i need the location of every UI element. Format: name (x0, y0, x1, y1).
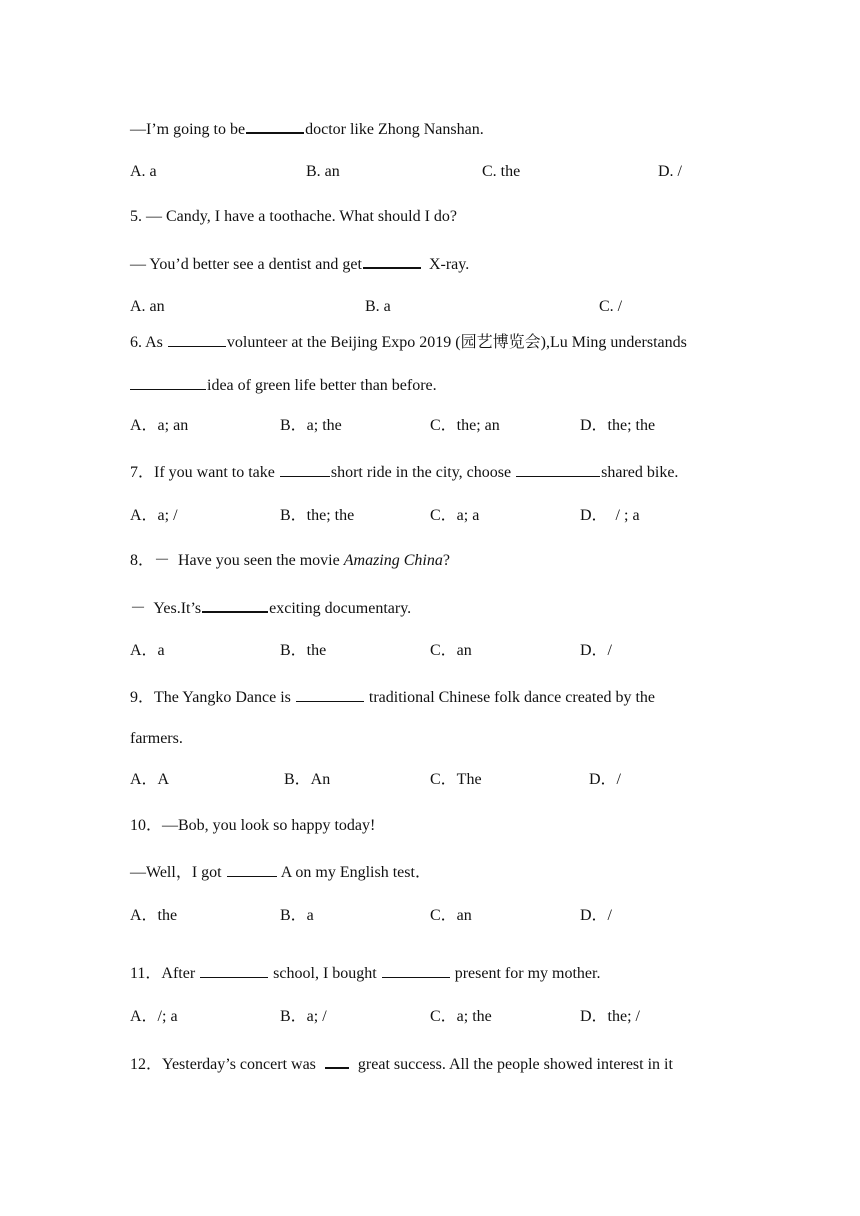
q10-question: 10．—Bob, you look so happy today! (130, 817, 376, 834)
q11-option-d: D．the; / (580, 1008, 640, 1025)
answer-blank (325, 1052, 349, 1069)
q6-text-end: volunteer at the Beijing Expo 2019 (园艺博览会),Lu Ming understands (226, 334, 687, 351)
q4-option-d: D. / (658, 163, 682, 180)
q7-text-mid: short ride in the city, choose (330, 464, 512, 481)
q9-text: 9．The Yangko Dance is (130, 689, 291, 706)
q4-stem-text: —I’m going to be (130, 121, 246, 138)
q5-option-c: C. / (599, 298, 623, 315)
q6-question (130, 331, 687, 353)
q10-option-d: D．/ (580, 907, 613, 924)
q6-text-cont: idea of green life better than before. (207, 377, 437, 394)
answer-blank (296, 686, 364, 702)
q5-question: 5. — Candy, I have a toothache. What should I do? (130, 208, 458, 225)
q8-option-d: D．/ (580, 642, 613, 659)
q5-option-b: B. a (365, 298, 391, 315)
q11-option-c: C．a; the (430, 1008, 492, 1025)
q6-option-d: D．the; the (580, 417, 656, 434)
q7-option-d: D． / ; a (580, 507, 640, 524)
answer-blank (227, 861, 277, 877)
q6-question-cont (130, 374, 437, 396)
q8-question (130, 551, 450, 571)
q10-answer-text: —Well，I got (130, 864, 222, 881)
q8-text-end: ? (442, 552, 450, 569)
q12-text-end: great success. All the people showed interest in it (357, 1056, 673, 1073)
q11-option-b: B．a; / (280, 1008, 327, 1025)
q11-text: 11．After (130, 965, 196, 982)
q12-question (130, 1052, 673, 1075)
answer-blank (246, 117, 304, 134)
q4-stem-text-end: doctor like Zhong Nanshan. (305, 121, 484, 138)
answer-blank (200, 962, 268, 978)
q11-question (130, 962, 600, 984)
q6-option-b: B．a; the (280, 417, 342, 434)
q8-option-b: B．the (280, 642, 327, 659)
q4-option-b: B. an (306, 163, 340, 180)
q9-text-end: traditional Chinese folk dance created by the (368, 689, 655, 706)
q6-option-c: C．the; an (430, 417, 500, 434)
q10-option-a: A．the (130, 907, 178, 924)
q4-stem (130, 117, 484, 140)
q7-option-a: A．a; / (130, 507, 178, 524)
q7-question (130, 461, 678, 483)
q8-answer-text-end: exciting documentary. (269, 600, 412, 617)
q10-answer-text-end: A on my English test． (280, 864, 431, 881)
q10-answer-line (130, 861, 431, 883)
q4-option-c: C. the (482, 163, 521, 180)
q9-option-a: A．A (130, 771, 170, 788)
answer-blank (130, 374, 206, 390)
q8-answer-text: － Yes.It’s (130, 600, 202, 617)
q7-text-end: shared bike. (601, 464, 679, 481)
answer-blank (363, 252, 421, 269)
q8-answer-line (130, 596, 411, 619)
q7-option-b: B．the; the (280, 507, 355, 524)
q4-option-a: A. a (130, 163, 157, 180)
q8-option-a: A．a (130, 642, 165, 659)
q5-option-a: A. an (130, 298, 165, 315)
q9-option-c: C．The (430, 771, 482, 788)
answer-blank (202, 596, 268, 613)
q11-text-end: present for my mother. (454, 965, 601, 982)
answer-blank (382, 962, 450, 978)
q6-text: 6. As (130, 334, 163, 351)
q7-option-c: C．a; a (430, 507, 480, 524)
q5-stem-text: — You’d better see a dentist and get (130, 256, 362, 273)
q7-text: 7．If you want to take (130, 464, 275, 481)
q9-option-d: D．/ (589, 771, 622, 788)
answer-blank (280, 461, 330, 477)
q11-text-mid: school, I bought (273, 965, 377, 982)
q6-option-a: A．a; an (130, 417, 189, 434)
q8-option-c: C．an (430, 642, 472, 659)
q12-text: 12．Yesterday’s concert was (130, 1056, 316, 1073)
q9-question-cont: farmers. (130, 730, 183, 747)
q5-stem-text-end: X-ray. (428, 256, 470, 273)
answer-blank (168, 331, 226, 347)
movie-title: Amazing China (343, 552, 443, 569)
q10-option-b: B．a (280, 907, 314, 924)
q9-question (130, 686, 655, 708)
q11-option-a: A．/; a (130, 1008, 178, 1025)
answer-blank (516, 461, 600, 477)
q8-text: 8．－ Have you seen the movie (130, 552, 340, 569)
q5-stem (130, 252, 469, 275)
q10-option-c: C．an (430, 907, 472, 924)
q9-option-b: B．An (284, 771, 331, 788)
